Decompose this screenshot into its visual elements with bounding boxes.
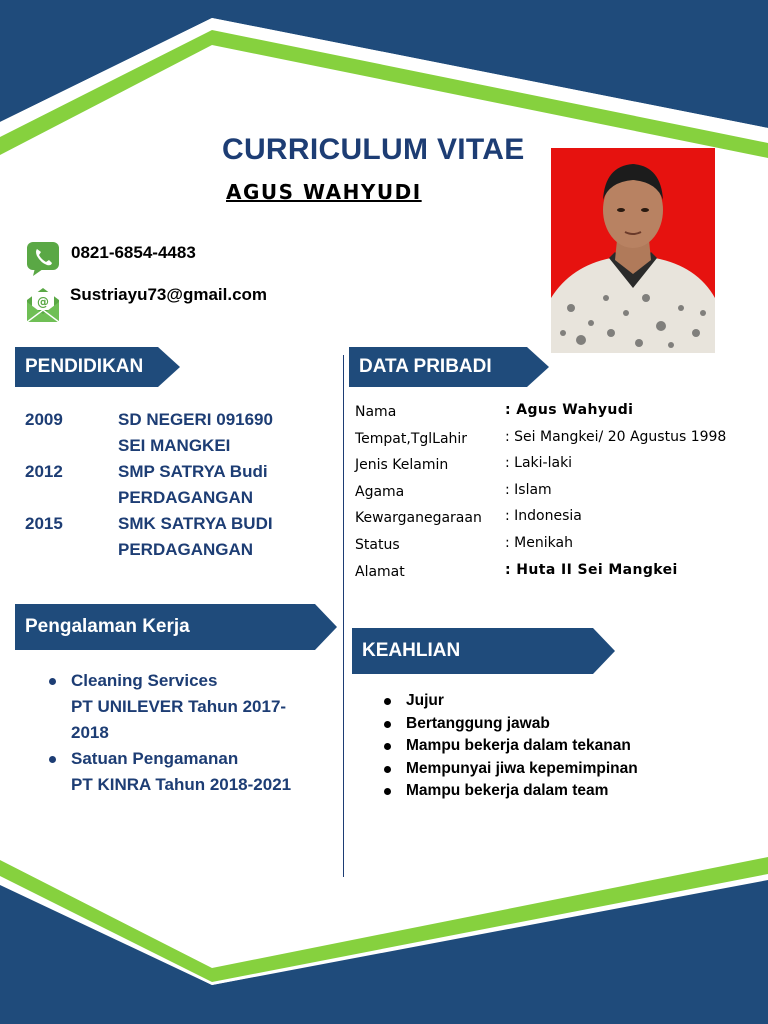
email-icon <box>27 286 59 318</box>
personal-label: Status <box>355 537 400 553</box>
education-school: SD NEGERI 091690 SEI MANGKEI <box>118 410 273 455</box>
experience-heading: Pengalaman Kerja <box>25 616 190 637</box>
personal-label: Agama <box>355 484 405 500</box>
education-school: SMK SATRYA BUDI PERDAGANGAN <box>118 514 273 559</box>
personal-label: Tempat,TglLahir <box>355 431 468 447</box>
education-year: 2009 <box>25 410 63 429</box>
list-item: Satuan Pengamanan PT KINRA Tahun 2018-2021 <box>45 746 325 798</box>
education-heading: PENDIDIKAN <box>25 356 144 377</box>
skills-list <box>382 690 702 803</box>
phone-icon <box>27 242 59 274</box>
personal-data-banner <box>349 347 549 387</box>
personal-label: Jenis Kelamin <box>355 457 449 473</box>
list-item: Mampu bekerja dalam team <box>382 780 702 803</box>
education-school: SMP SATRYA Budi PERDAGANGAN <box>118 462 268 507</box>
list-item: Bertanggung jawab <box>382 713 702 736</box>
personal-value: : Menikah <box>505 535 573 551</box>
education-year: 2015 <box>25 514 63 533</box>
personal-label: Alamat <box>355 564 405 580</box>
list-item: Mempunyai jiwa kepemimpinan <box>382 758 702 781</box>
skills-banner <box>352 628 615 674</box>
list-item: Mampu bekerja dalam tekanan <box>382 735 702 758</box>
personal-data-heading: DATA PRIBADI <box>359 356 492 377</box>
personal-label: Kewarganegaraan <box>355 510 482 526</box>
skills-heading: KEAHLIAN <box>362 640 461 661</box>
email-address: Sustriayu73@gmail.com <box>70 285 268 304</box>
list-item: Jujur <box>382 690 702 713</box>
personal-value: : Islam <box>505 482 552 498</box>
experience-banner <box>15 604 337 650</box>
page-title: CURRICULUM VITAE <box>222 133 525 166</box>
svg-text:@: @ <box>37 295 49 309</box>
column-divider <box>343 355 344 877</box>
personal-value: : Indonesia <box>505 508 582 524</box>
list-item: Cleaning Services PT UNILEVER Tahun 2017- 2018 <box>45 668 325 746</box>
education-banner <box>15 347 180 387</box>
personal-label: Nama <box>355 404 397 420</box>
personal-value: : Huta II Sei Mangkei <box>505 562 678 578</box>
experience-list <box>45 668 325 798</box>
personal-value: : Sei Mangkei/ 20 Agustus 1998 <box>505 429 727 445</box>
personal-value: : Laki-laki <box>505 455 573 471</box>
person-name: AGUS WAHYUDI <box>226 180 422 204</box>
phone-number: 0821-6854-4483 <box>71 243 196 262</box>
personal-value: : Agus Wahyudi <box>505 402 634 418</box>
education-year: 2012 <box>25 462 63 481</box>
profile-photo <box>551 148 715 353</box>
